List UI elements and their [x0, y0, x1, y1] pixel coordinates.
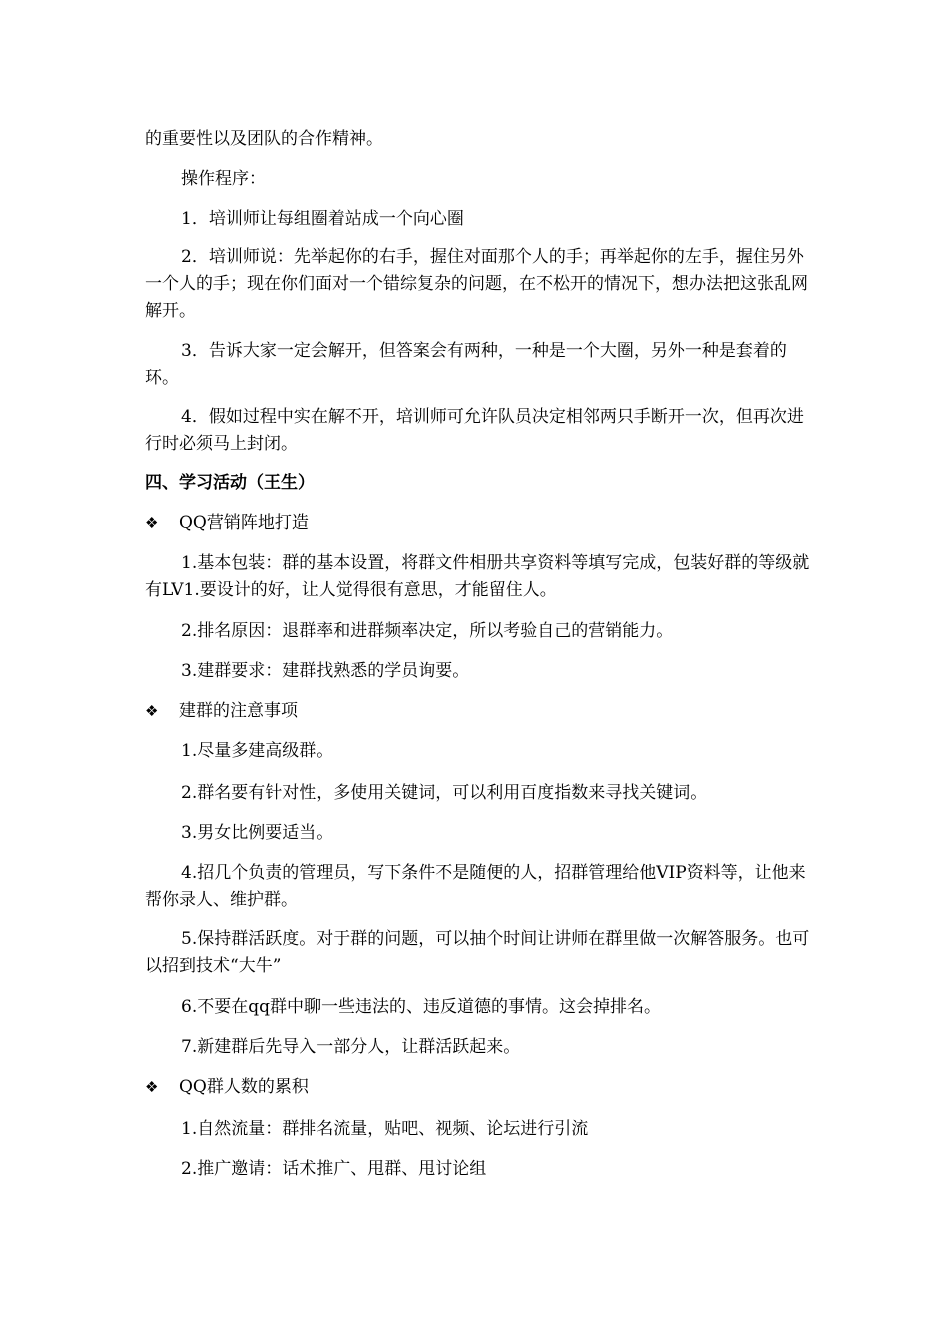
paragraph: 5.保持群活跃度。对于群的问题，可以抽个时间让讲师在群里做一次解答服务。也可以招到技术“大牛” [145, 929, 810, 976]
paragraph: 3．告诉大家一定会解开，但答案会有两种，一种是一个大圈，另外一种是套着的环。 [145, 341, 787, 388]
paragraph: 2.排名原因：退群率和进群频率决定，所以考验自己的营销能力。 [181, 621, 674, 641]
section-heading: 四、学习活动（王生） [145, 473, 315, 493]
paragraph: 6.不要在qq群中聊一些违法的、违反道德的事情。这会掉排名。 [181, 997, 661, 1017]
paragraph: 操作程序： [181, 169, 266, 189]
paragraph: 4．假如过程中实在解不开，培训师可允许队员决定相邻两只手断开一次，但再次进行时必须马上封闭。 [145, 407, 804, 454]
paragraph: 4.招几个负责的管理员，写下条件不是随便的人，招群管理给他VIP资料等，让他来帮你录人、维护群。 [145, 863, 806, 910]
bullet-label: QQ营销阵地打造 [179, 513, 309, 533]
paragraph: 1．培训师让每组圈着站成一个向心圈 [181, 209, 464, 229]
bullet-label: QQ群人数的累积 [179, 1077, 309, 1097]
paragraph: 1.自然流量：群排名流量，贴吧、视频、论坛进行引流 [181, 1119, 589, 1139]
diamond-bullet-icon: ❖ [145, 514, 159, 532]
paragraph: 的重要性以及团队的合作精神。 [145, 129, 383, 149]
paragraph: 2．培训师说：先举起你的右手，握住对面那个人的手；再举起你的左手，握住另外一个人的手；现在你们面对一个错综复杂的问题，在不松开的情况下，想办法把这张乱网解开。 [145, 247, 808, 321]
paragraph: 2.群名要有针对性，多使用关键词，可以利用百度指数来寻找关键词。 [181, 783, 708, 803]
paragraph: 7.新建群后先导入一部分人，让群活跃起来。 [181, 1037, 521, 1057]
paragraph: 1.基本包装：群的基本设置，将群文件相册共享资料等填写完成，包装好群的等级就有LV1.要设计的好，让人觉得很有意思，才能留住人。 [145, 553, 810, 600]
diamond-bullet-icon: ❖ [145, 702, 159, 720]
bullet-label: 建群的注意事项 [179, 701, 298, 721]
paragraph: 1.尽量多建高级群。 [181, 741, 334, 761]
bullet-item [145, 1074, 810, 1101]
paragraph: 2.推广邀请：话术推广、甩群、甩讨论组 [181, 1159, 487, 1179]
diamond-bullet-icon: ❖ [145, 1078, 159, 1096]
paragraph: 3.男女比例要适当。 [181, 823, 334, 843]
paragraph: 3.建群要求：建群找熟悉的学员询要。 [181, 661, 470, 681]
bullet-item [145, 698, 810, 725]
bullet-item [145, 510, 810, 537]
